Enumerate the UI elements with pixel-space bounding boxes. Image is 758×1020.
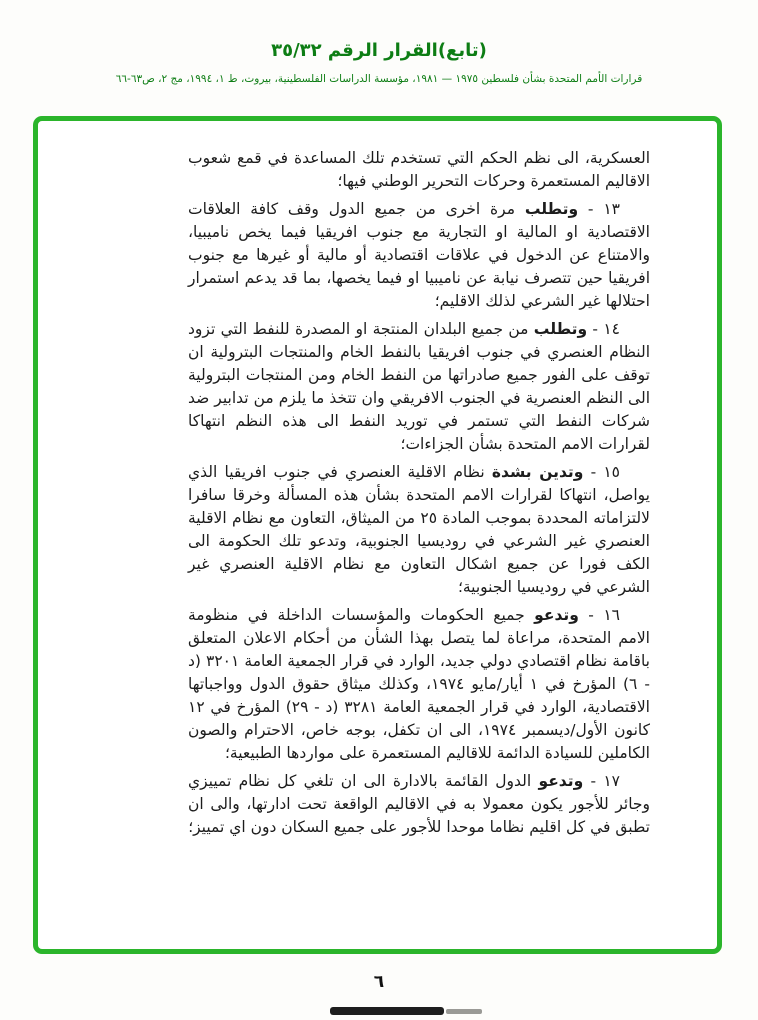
- source-citation: قرارات الأمم المتحدة بشأن فلسطين ١٩٧٥ — ١٩٨١، مؤسسة الدراسات الفلسطينية، بيروت، ط ١، ١٩٩٤، مج ٢، ص٦٣-٦٦: [115, 73, 643, 85]
- resolution-paragraph: [188, 604, 650, 765]
- paragraph-number: ١٦ -: [578, 606, 621, 624]
- paragraph-number: ١٣ -: [578, 200, 620, 218]
- resolution-paragraph: [188, 147, 650, 193]
- resolution-paragraph: [188, 198, 650, 313]
- paragraph-number: ١٧ -: [583, 772, 620, 790]
- paragraph-text: نظام الاقلية العنصري في جنوب افريقيا الذي يواصل، انتهاكا لقرارات الامم المتحدة بشأن هذه المسألة وخرقا سافرا لالتزاماته المحددة بموجب المادة ٢٥ من الميثاق، التعاون مع نظام الاقلية العنصري غير الشرعي في روديسيا الجنوبية، وتدعو تلك الحكومة الى الكف فورا عن جميع اشكال التعاون مع نظام الاقلية العنصري غير الشرعي في روديسيا الجنوبية؛: [188, 463, 650, 596]
- paragraph-text: من جميع البلدان المنتجة او المصدرة للنفط التي تزود النظام العنصري في جنوب افريقيا بالنفط الخام والمنتجات البترولية ان توقف على الفور جميع صادراتها من النفط الخام ومن المنتجات البترولية الى النظم العنصرية في الجنوب الافريقي وان تتخذ ما يلزم من تدابير ضد شركات النفط التي تستمر في توريد النفط الى هذه النظم انتهاكا لقرارات الامم المتحدة بشأن الجزاءات؛: [188, 320, 650, 453]
- paragraph-number: ١٤ -: [587, 320, 621, 338]
- page-number: ٦: [373, 972, 385, 992]
- scan-artifact: [446, 1009, 482, 1014]
- paragraph-text: مرة اخرى من جميع الدول وقف كافة العلاقات الاقتصادية او المالية او التجارية مع جنوب افريقيا فيما يخص ناميبيا، والامتناع عن الدخول في علاقات اقتصادية أو مالية أو غيرها مع جنوب افريقيا حين تتصرف نيابة عن ناميبيا او فيما يخصها، بما قد يدعم استمرار احتلالها غير الشرعي لذلك الاقليم؛: [188, 200, 650, 310]
- scan-artifact: [330, 1007, 444, 1015]
- paragraph-lead: وتطلب: [524, 200, 579, 218]
- resolution-paragraph: [188, 461, 650, 599]
- green-content-frame: [33, 116, 722, 954]
- page-header: [0, 40, 758, 85]
- resolution-paragraph: [188, 770, 650, 839]
- paragraph-lead: وتدعو: [534, 606, 579, 624]
- paragraph-number: ١٥ -: [583, 463, 620, 481]
- resolution-title: (تابع)القرار الرقم ٣٥/٣٢: [271, 40, 487, 61]
- paragraph-lead: وتطلب: [533, 320, 588, 338]
- resolution-paragraph: [188, 318, 650, 456]
- paragraph-text: العسكرية، الى نظم الحكم التي تستخدم تلك المساعدة في قمع شعوب الاقاليم المستعمرة وحركات التحرير الوطني فيها؛: [188, 149, 650, 190]
- paragraph-lead: وتدعو: [538, 772, 584, 790]
- paragraph-text: جميع الحكومات والمؤسسات الداخلة في منظومة الامم المتحدة، مراعاة لما يتصل بهذا الشأن من أحكام الاعلان المتعلق باقامة نظام اقتصادي دولي جديد، الوارد في قرار الجمعية العامة ٣٢٠١ (د - ٦) المؤرخ في ١ أيار/مايو ١٩٧٤، وكذلك ميثاق حقوق الدول وواجباتها الاقتصادية، الوارد في قرار الجمعية العامة ٣٢٨١ (د - ٢٩) المؤرخ في ١٢ كانون الأول/ديسمبر ١٩٧٤، الى ان تكفل، بوجه خاص، الاحترام والصون الكاملين للسيادة الدائمة للاقاليم المستعمرة على مواردها الطبيعية؛: [188, 606, 650, 762]
- resolution-text-block: [188, 147, 650, 844]
- paragraph-text: الدول القائمة بالادارة الى ان تلغي كل نظام تمييزي وجائر للأجور يكون معمولا به في الاقاليم الواقعة تحت ادارتها، والى ان تطبق في كل اقليم نظاما موحدا للأجور على جميع السكان دون اي تمييز؛: [188, 772, 650, 836]
- paragraph-lead: وتدين بشدة: [491, 463, 584, 481]
